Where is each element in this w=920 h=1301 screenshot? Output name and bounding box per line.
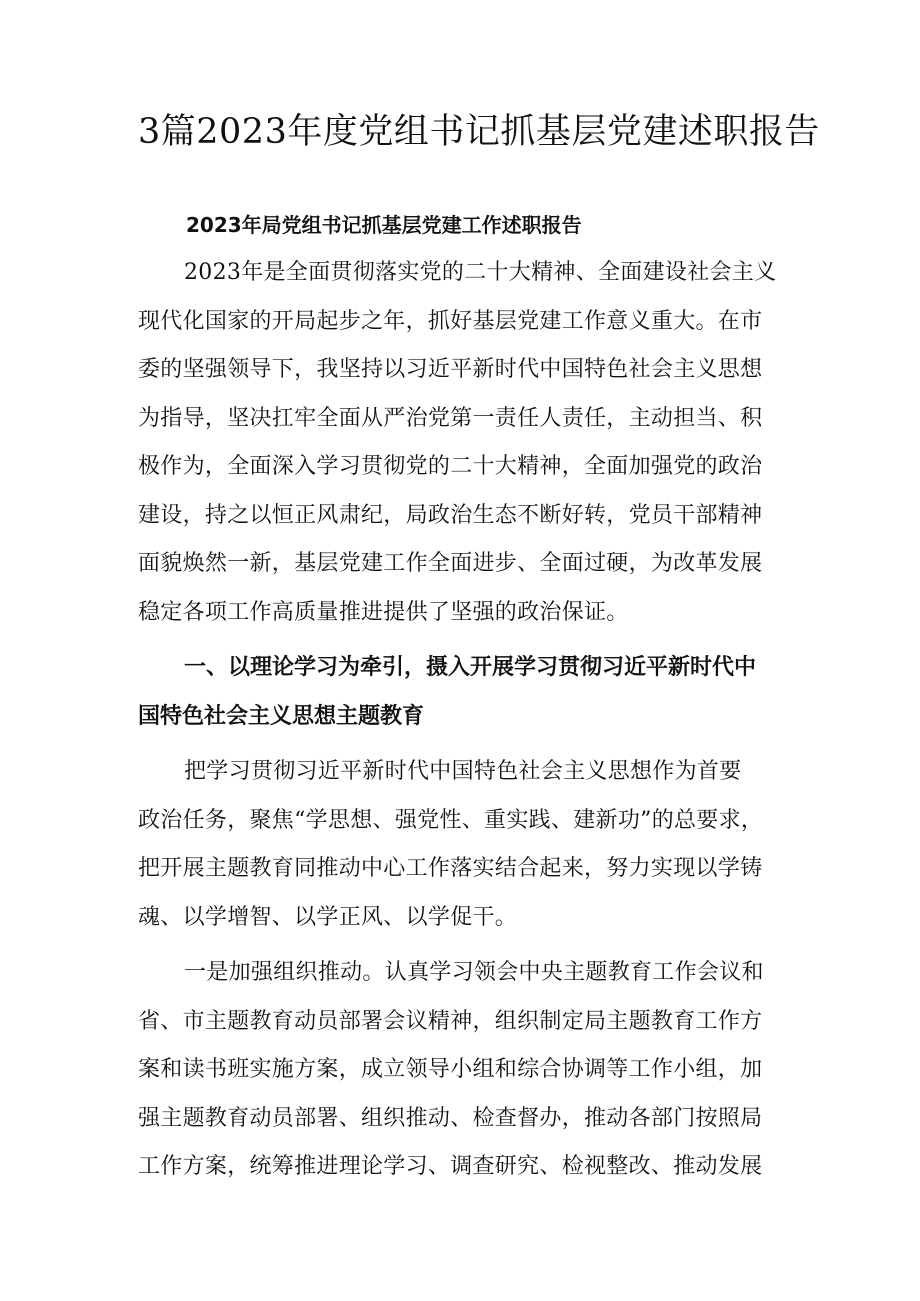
text-line: 面貌焕然一新，基层党建工作全面进步、全面过硬，为改革发展	[138, 551, 763, 576]
text-line: 省、市主题教育动员部署会议精神，组织制定局主题教育工作方	[138, 1008, 763, 1034]
text-line: 委的坚强领导下，我坚持以习近平新时代中国特色社会主义思想	[138, 357, 763, 382]
text-line: 政治任务，聚焦“学思想、强党性、重实践、建新功”的总要求，	[138, 807, 764, 833]
heading-line: 国特色社会主义思想主题教育	[138, 703, 425, 729]
text-line: 现代化国家的开局起步之年，抓好基层党建工作意义重大。在市	[138, 308, 763, 334]
text-line: 建设，持之以恒正风肃纪，局政治生态不断好转，党员干部精神	[138, 502, 763, 528]
text-line: 把开展主题教育同推动中心工作落实结合起来，努力实现以学铸	[138, 856, 763, 881]
intro-paragraph	[138, 249, 784, 637]
text-line: 强主题教育动员部署、组织推动、检查督办，推动各部门按照局	[138, 1105, 763, 1131]
section-heading-1	[138, 644, 784, 741]
report-subtitle: 2023年局党组书记抓基层党建工作述职报告	[186, 213, 582, 237]
section1-paragraph-1	[138, 748, 784, 942]
text-line: 魂、以学增智、以学正风、以学促干。	[138, 904, 518, 930]
text-line: 工作方案，统筹推进理论学习、调查研究、检视整改、推动发展	[138, 1154, 763, 1179]
section1-paragraph-2	[138, 949, 784, 1192]
text-line: 2023年是全面贯彻落实党的二十大精神、全面建设社会主义	[184, 260, 777, 285]
document-title: 3篇2023年度党组书记抓基层党建述职报告	[138, 112, 820, 152]
text-line: 为指导，坚决扛牢全面从严治党第一责任人责任，主动担当、积	[138, 405, 763, 431]
text-line: 把学习贯彻习近平新时代中国特色社会主义思想作为首要	[184, 759, 742, 784]
heading-line: 一、以理论学习为牵引，摄入开展学习贯彻习近平新时代中	[184, 655, 757, 680]
text-line: 极作为，全面深入学习贯彻党的二十大精神，全面加强党的政治	[138, 454, 763, 479]
text-line: 稳定各项工作高质量推进提供了坚强的政治保证。	[138, 599, 629, 625]
text-line: 一是加强组织推动。认真学习领会中央主题教育工作会议和	[184, 960, 764, 985]
text-line: 案和读书班实施方案，成立领导小组和综合协调等工作小组，加	[138, 1057, 763, 1082]
